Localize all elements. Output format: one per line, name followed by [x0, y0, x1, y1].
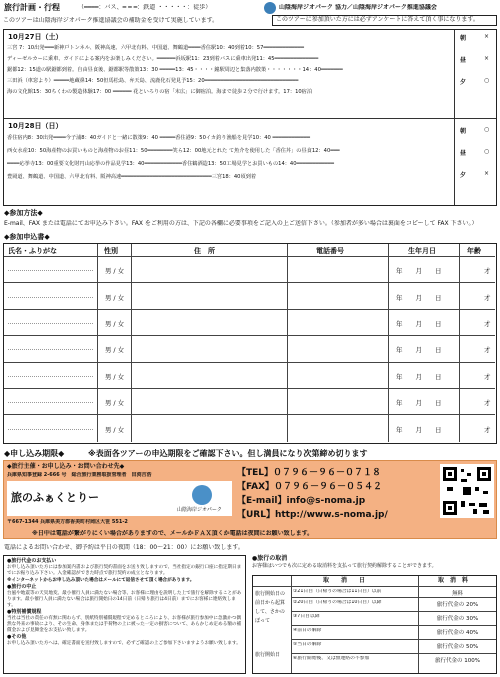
- meal-label: 朝: [460, 35, 467, 42]
- method-text: E-mail、FAX または電話にてお申込み下さい。FAX をご利用の方は、下記の各欄に必要事項をご記入の上ご送信下さい。（参加者が多い場合は裏面をコピーして FAX 下さい。）: [4, 220, 478, 227]
- cancel-intro: お客様はいつでも次に定める取消料を支払って旅行契約解除することができます。: [252, 563, 437, 569]
- cancel-group2-label: 旅行開始日: [255, 652, 281, 658]
- cancel-title: ●旅行の取消: [252, 555, 288, 562]
- organizer-license: 兵庫県知事登録 2-666 号 総合旅行業務取扱管理者 田渕吉浩: [7, 472, 152, 478]
- terms-text: お申し込み頂いた方へは、確定書面を送付致しますので、必ずご確認の上ご参加下さいますようお願い致します。: [7, 641, 241, 646]
- day1-line: 鋸都12：15道の駅鋸都到着。自由昼食後、鋸都駅等散策13：30 ━━━━━13：45・・・・鐘駅周辺と集落内散策・・・・・・・14：40━━━━━━━: [7, 67, 343, 73]
- deadline-label: ◆申し込み期限◆: [4, 449, 65, 458]
- gender-select[interactable]: 男 / 女: [104, 399, 125, 408]
- cancel-day: ③7日目以降: [293, 614, 320, 619]
- fax-number[interactable]: 【FAX】０７９６－９６－０５４２: [237, 482, 383, 492]
- cancel-group1-label: 旅行開始日の前日から起算して、さかのぼって: [255, 591, 286, 624]
- form-row[interactable]: [4, 363, 495, 389]
- meal-label: 朝: [460, 128, 467, 135]
- email-link[interactable]: 【E-mail】info@s-noma.jp: [237, 496, 366, 506]
- form-row[interactable]: [4, 415, 495, 441]
- form-row[interactable]: [4, 336, 495, 362]
- dob-field[interactable]: 年 月 日: [396, 319, 442, 328]
- url-link[interactable]: 【URL】http://www.s-noma.jp/: [237, 510, 388, 520]
- terms-text: お申し込み頂いた方には参加案内書および旅行契約書面をお送り致しますので、当社指定の銀行口座に指定期日までにお振り込み下さい。入金確認ができた時点で旅行契約の成立となります。: [7, 565, 242, 576]
- age-field[interactable]: 才: [484, 346, 491, 355]
- organizer-address: 〒667-1344 兵庫県美方郡香美町村岡区大笹 551-2: [7, 519, 128, 525]
- col-age: 年齢: [467, 247, 481, 255]
- dob-field[interactable]: 年 月 日: [396, 293, 442, 302]
- tel-number[interactable]: 【TEL】０７９６－９６－０７１８: [237, 468, 382, 478]
- day1-line: 三宮 7：10出発━━━新神戸トンネル、阪神高速、六甲北有料、中国道、舞鶴道━━━━香住駅10：40到着10：57━━━━━━━━━━━━━: [7, 45, 304, 51]
- cancel-fee: 旅行代金の 100%: [435, 658, 480, 664]
- company-logo: 旅のふぁくとりー: [11, 491, 99, 504]
- day-divider: [4, 118, 496, 119]
- form-row[interactable]: [4, 283, 495, 309]
- organizer-title: ◆旅行主催・お申し込み・お問い合わせ先◆: [7, 463, 125, 470]
- meal-value: ○: [484, 77, 490, 84]
- cancel-day: ⑥旅行開始後、又は無連絡の不参加: [293, 656, 370, 661]
- form-row[interactable]: [4, 389, 495, 415]
- meal-label: 夕: [460, 79, 467, 86]
- method-heading: ◆参加方法◆: [4, 209, 43, 217]
- terms-text: 台風や地震等の天災地変、最小催行人員に満たない場合等、お客様に理由を説明した上で旅行を解除することがあります。最小催行人員に満たない場合は旅行開始日の14日前（日帰り旅行は4日前）までにお客様に連絡致します。: [7, 591, 242, 608]
- itinerary-box: [3, 29, 497, 206]
- age-field[interactable]: 才: [484, 399, 491, 408]
- day1-line: 海の文化館15：30ちくわの製造体験17：00 ━━━━━━ 花といろりの宿「末広」に御宿泊。海まで徒歩２分で行けます。17：10宿泊: [7, 89, 313, 95]
- age-field[interactable]: 才: [484, 293, 491, 302]
- partner-label: 山陰海岸ジオパーク: [177, 507, 222, 513]
- col-phone: 電話番号: [316, 247, 344, 255]
- terms-text: 当社は当社の責任の有無に関わらず、別紙特別補償規程で定めるところにより、お客様が旅行参加中に急激かつ偶然な外来の事故により、その生命、身体または手荷物の上に被った一定の損害について、あらかじめ定める額の補償金および見舞金をお支払い致します。: [7, 616, 242, 633]
- cancel-row: [291, 587, 496, 598]
- day1-line: ディーゼルカーに乗車、ガイドによる案内をお楽しみください。━━━━━━浜坂駅11：23到着バスに乗車出発11：45━━━━━━━━━━━━━━: [7, 56, 319, 62]
- col-gender: 性別: [104, 247, 118, 255]
- sponsor-text: 山陰海岸ジオパーク 協力／山陰海岸ジオパーク推進協議会: [279, 4, 437, 11]
- application-form[interactable]: [3, 243, 497, 444]
- cancel-fee: 無料: [451, 591, 463, 597]
- qr-code-icon[interactable]: [440, 464, 494, 518]
- terms-title: ●旅行代金のお支払い: [7, 558, 57, 564]
- gender-select[interactable]: 男 / 女: [104, 293, 125, 302]
- terms-right-box: [252, 555, 497, 674]
- gender-select[interactable]: 男 / 女: [104, 267, 125, 276]
- age-field[interactable]: 才: [484, 425, 491, 434]
- organizer-box: [3, 460, 497, 539]
- meal-value: ○: [484, 148, 490, 155]
- dob-field[interactable]: 年 月 日: [396, 372, 442, 381]
- col-address: 住 所: [194, 247, 215, 255]
- cancel-day: ②20日目（日帰りの場合は10日目）以降: [293, 600, 382, 605]
- age-field[interactable]: 才: [484, 372, 491, 381]
- organizer-logo-area: [7, 481, 232, 516]
- cancel-row: [291, 612, 496, 626]
- day2-line: 豊岡道、舞鶴道、中国道、六甲北有料、阪神高速━━━━━━━━━━━━━━━━━━━━━━━━━━━━━三宮18：40頃到着: [7, 174, 257, 180]
- cancel-fee: 旅行代金の 50%: [436, 644, 479, 650]
- form-heading: ◆参加申込書◆: [4, 233, 50, 241]
- transport-legend: （━━━━：バス、━ ━ ━：鉄道 ・・・・・：徒歩）: [78, 4, 212, 11]
- survey-note: このツアーに参加頂いた方には必ずアンケートに答えて頂く事になります。: [272, 15, 497, 26]
- dob-field[interactable]: 年 月 日: [396, 267, 442, 276]
- meal-value: ×: [484, 55, 490, 62]
- cancel-fee: 旅行代金の 30%: [436, 616, 479, 622]
- day2-line: 西女水産10：50海産物のお買いものと海産物のお昼11：50━━━━━━━━笑ら12：00地元とれた て魚介を使用した「香住丼」の昼食12：40━━━: [7, 148, 340, 154]
- cancel-fee: 旅行代金の 20%: [436, 602, 479, 608]
- meal-label: 昼: [460, 57, 467, 64]
- cancel-row: [291, 598, 496, 612]
- day2-line: 香住宿内8：30出発━━━━今子浦8：40ガイドと一緒に散策9：40 ━━━━━香住港9：50イカ釣り漁船を見学10：40 ━━━━━━━━━━━━: [7, 135, 310, 141]
- terms-title: ●旅行の中止: [7, 584, 37, 590]
- form-row[interactable]: [4, 257, 495, 283]
- cancel-col-day: 取 消 日: [323, 577, 366, 584]
- subsidy-note: このツアーは山陰海岸ジオパーク推進協議会の補助金を受けて実施しています。: [3, 17, 219, 24]
- hours-note: 電話によるお問い合わせ、御予約は平日の夜間（18：00～21：00）にお願い致します。: [4, 544, 244, 551]
- cancel-day: ①21日目（日帰りの場合は11日目）以前: [293, 589, 382, 594]
- meal-value: ○: [484, 126, 490, 133]
- dob-field[interactable]: 年 月 日: [396, 399, 442, 408]
- cancel-row: [291, 626, 496, 640]
- dob-field[interactable]: 年 月 日: [396, 425, 442, 434]
- geopark-logo-icon: [264, 2, 276, 14]
- gender-select[interactable]: 男 / 女: [104, 425, 125, 434]
- age-field[interactable]: 才: [484, 267, 491, 276]
- cancel-row: [291, 654, 496, 673]
- col-name: 氏名・ふりがな: [8, 247, 57, 255]
- gender-select[interactable]: 男 / 女: [104, 346, 125, 355]
- cancel-table: [252, 575, 497, 674]
- terms-left-box: [3, 555, 246, 674]
- terms-title: ●その他: [7, 634, 27, 640]
- meal-value: ×: [484, 33, 490, 40]
- gender-select[interactable]: 男 / 女: [104, 319, 125, 328]
- night-contact-note: ※日中は電話が繋がりにくい場合がありますので、メールかＦＡＸ頂くか電話は夜間にお願い致します。: [32, 530, 314, 537]
- day2-date: 10月28日（日）: [8, 122, 63, 130]
- cancel-col-fee: 取 消 料: [438, 577, 469, 584]
- form-row[interactable]: [4, 310, 495, 336]
- day1-line: 三田浜（車窓より）━━━━━地蔵鼻14：50但馬松島、弁天島、流鹿化石発見予15：20━━━━━━━━━━━━━━━━━━━━━━━━━━━━━━: [7, 78, 299, 84]
- age-field[interactable]: 才: [484, 319, 491, 328]
- deadline-text: ※表面各ツアーの申込期限をご確認下さい。但し満員になり次第締め切ります: [88, 449, 368, 458]
- cancel-day: ⑤当日の解除: [293, 642, 322, 647]
- meal-value: ×: [484, 170, 490, 177]
- form-header-row: [4, 244, 495, 257]
- cancel-row: [291, 640, 496, 654]
- day1-date: 10月27日（土）: [8, 33, 63, 41]
- dob-field[interactable]: 年 月 日: [396, 346, 442, 355]
- cancel-fee: 旅行代金の 40%: [436, 630, 479, 636]
- meal-label: 夕: [460, 172, 467, 179]
- meal-label: 昼: [460, 150, 467, 157]
- terms-title: ※インターネットからお申し込み頂いた場合はメールにて返信させて頂く場合があります。: [7, 578, 195, 583]
- geopark-emblem-icon: [192, 485, 212, 505]
- itinerary-title: 旅行計画・行程: [4, 3, 60, 12]
- day2-line: ━━━━応挙寺13：00重要文化財円山応挙の作品見学13：40━━━━━━━━━━━━香住鶴酒造13：50工場見学とお買いもの14：40━━━━━━━━━━━━: [7, 161, 335, 167]
- cancel-day: ④前日の解除: [293, 628, 322, 633]
- col-dob: 生年月日: [408, 247, 436, 255]
- terms-title: ●特別補償規程: [7, 609, 42, 615]
- gender-select[interactable]: 男 / 女: [104, 372, 125, 381]
